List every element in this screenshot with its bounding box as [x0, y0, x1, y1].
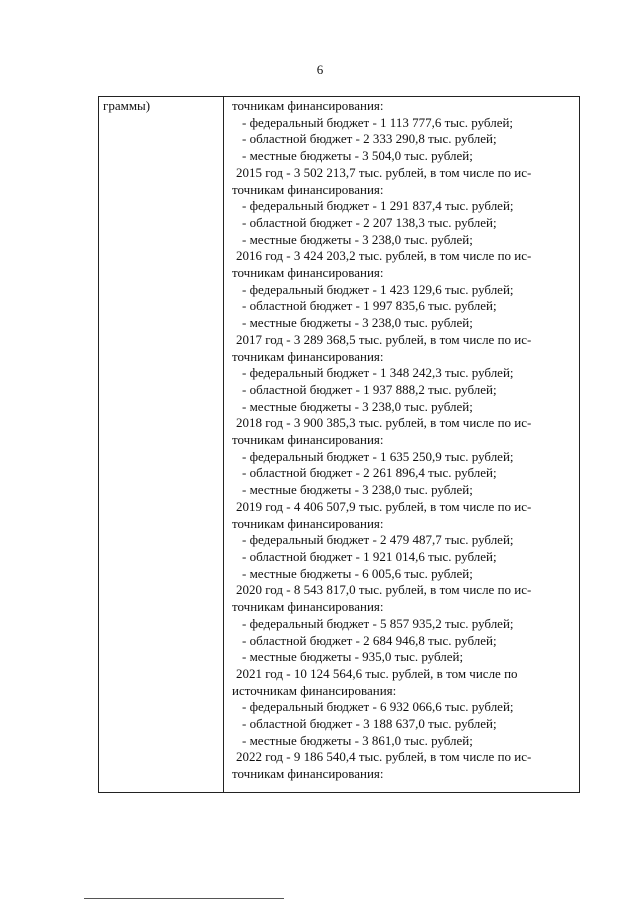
text-line: - местные бюджеты - 3 504,0 тыс. рублей; [242, 148, 473, 164]
text-line: точникам финансирования: [232, 432, 384, 448]
text-line: точникам финансирования: [232, 515, 384, 531]
right-cell-text [232, 98, 577, 783]
document-table [98, 96, 580, 793]
page-number: 6 [316, 62, 324, 77]
text-line: - местные бюджеты - 3 238,0 тыс. рублей; [242, 231, 473, 247]
text-line: - областной бюджет - 2 261 896,4 тыс. рублей; [242, 465, 497, 481]
text-line: - федеральный бюджет - 1 291 837,4 тыс. рублей; [242, 198, 514, 214]
column-divider [223, 97, 224, 792]
text-line: - местные бюджеты - 935,0 тыс. рублей; [242, 649, 464, 665]
text-line: 2021 год - 10 124 564,6 тыс. рублей, в том числе по [236, 665, 518, 681]
text-line: 2017 год - 3 289 368,5 тыс. рублей, в том числе по ис- [236, 331, 532, 347]
text-line: - федеральный бюджет - 1 423 129,6 тыс. рублей; [242, 281, 514, 297]
text-line: 2016 год - 3 424 203,2 тыс. рублей, в том числе по ис- [236, 248, 532, 264]
text-line: - федеральный бюджет - 1 113 777,6 тыс. рублей; [242, 114, 514, 130]
text-line: - федеральный бюджет - 5 857 935,2 тыс. рублей; [242, 615, 514, 631]
text-line: источникам финансирования: [232, 682, 397, 698]
text-line: 2018 год - 3 900 385,3 тыс. рублей, в том числе по ис- [236, 415, 532, 431]
text-line: точникам финансирования: [232, 265, 384, 281]
text-line: - областной бюджет - 3 188 637,0 тыс. рублей; [242, 716, 497, 732]
text-line: точникам финансирования: [232, 348, 384, 364]
text-line: - областной бюджет - 1 997 835,6 тыс. рублей; [242, 298, 497, 314]
text-line: 2020 год - 8 543 817,0 тыс. рублей, в том числе по ис- [236, 582, 532, 598]
text-line: точникам финансирования: [232, 766, 384, 782]
text-line: 2022 год - 9 186 540,4 тыс. рублей, в том числе по ис- [236, 749, 532, 765]
text-line: - местные бюджеты - 3 238,0 тыс. рублей; [242, 315, 473, 331]
text-line: - федеральный бюджет - 2 479 487,7 тыс. рублей; [242, 532, 514, 548]
text-line: - областной бюджет - 2 333 290,8 тыс. рублей; [242, 131, 497, 147]
footer-rule [84, 898, 284, 899]
text-line: точникам финансирования: [232, 98, 384, 113]
text-line: точникам финансирования: [232, 181, 384, 197]
text-line: - местные бюджеты - 3 238,0 тыс. рублей; [242, 482, 473, 498]
text-line: - федеральный бюджет - 1 348 242,3 тыс. рублей; [242, 365, 514, 381]
text-line: точникам финансирования: [232, 599, 384, 615]
text-line: - областной бюджет - 2 207 138,3 тыс. рублей; [242, 214, 497, 230]
text-line: 2019 год - 4 406 507,9 тыс. рублей, в том числе по ис- [236, 498, 532, 514]
left-cell-text: граммы) [103, 98, 151, 113]
text-line: - федеральный бюджет - 1 635 250,9 тыс. рублей; [242, 448, 514, 464]
text-line: - областной бюджет - 1 937 888,2 тыс. рублей; [242, 381, 497, 397]
text-line: 2015 год - 3 502 213,7 тыс. рублей, в том числе по ис- [236, 164, 532, 180]
text-line: - областной бюджет - 1 921 014,6 тыс. рублей; [242, 548, 497, 564]
text-line: - областной бюджет - 2 684 946,8 тыс. рублей; [242, 632, 497, 648]
text-line: - местные бюджеты - 3 238,0 тыс. рублей; [242, 398, 473, 414]
text-line: - местные бюджеты - 3 861,0 тыс. рублей; [242, 732, 473, 748]
text-line: - федеральный бюджет - 6 932 066,6 тыс. рублей; [242, 699, 514, 715]
text-line: - местные бюджеты - 6 005,6 тыс. рублей; [242, 565, 473, 581]
